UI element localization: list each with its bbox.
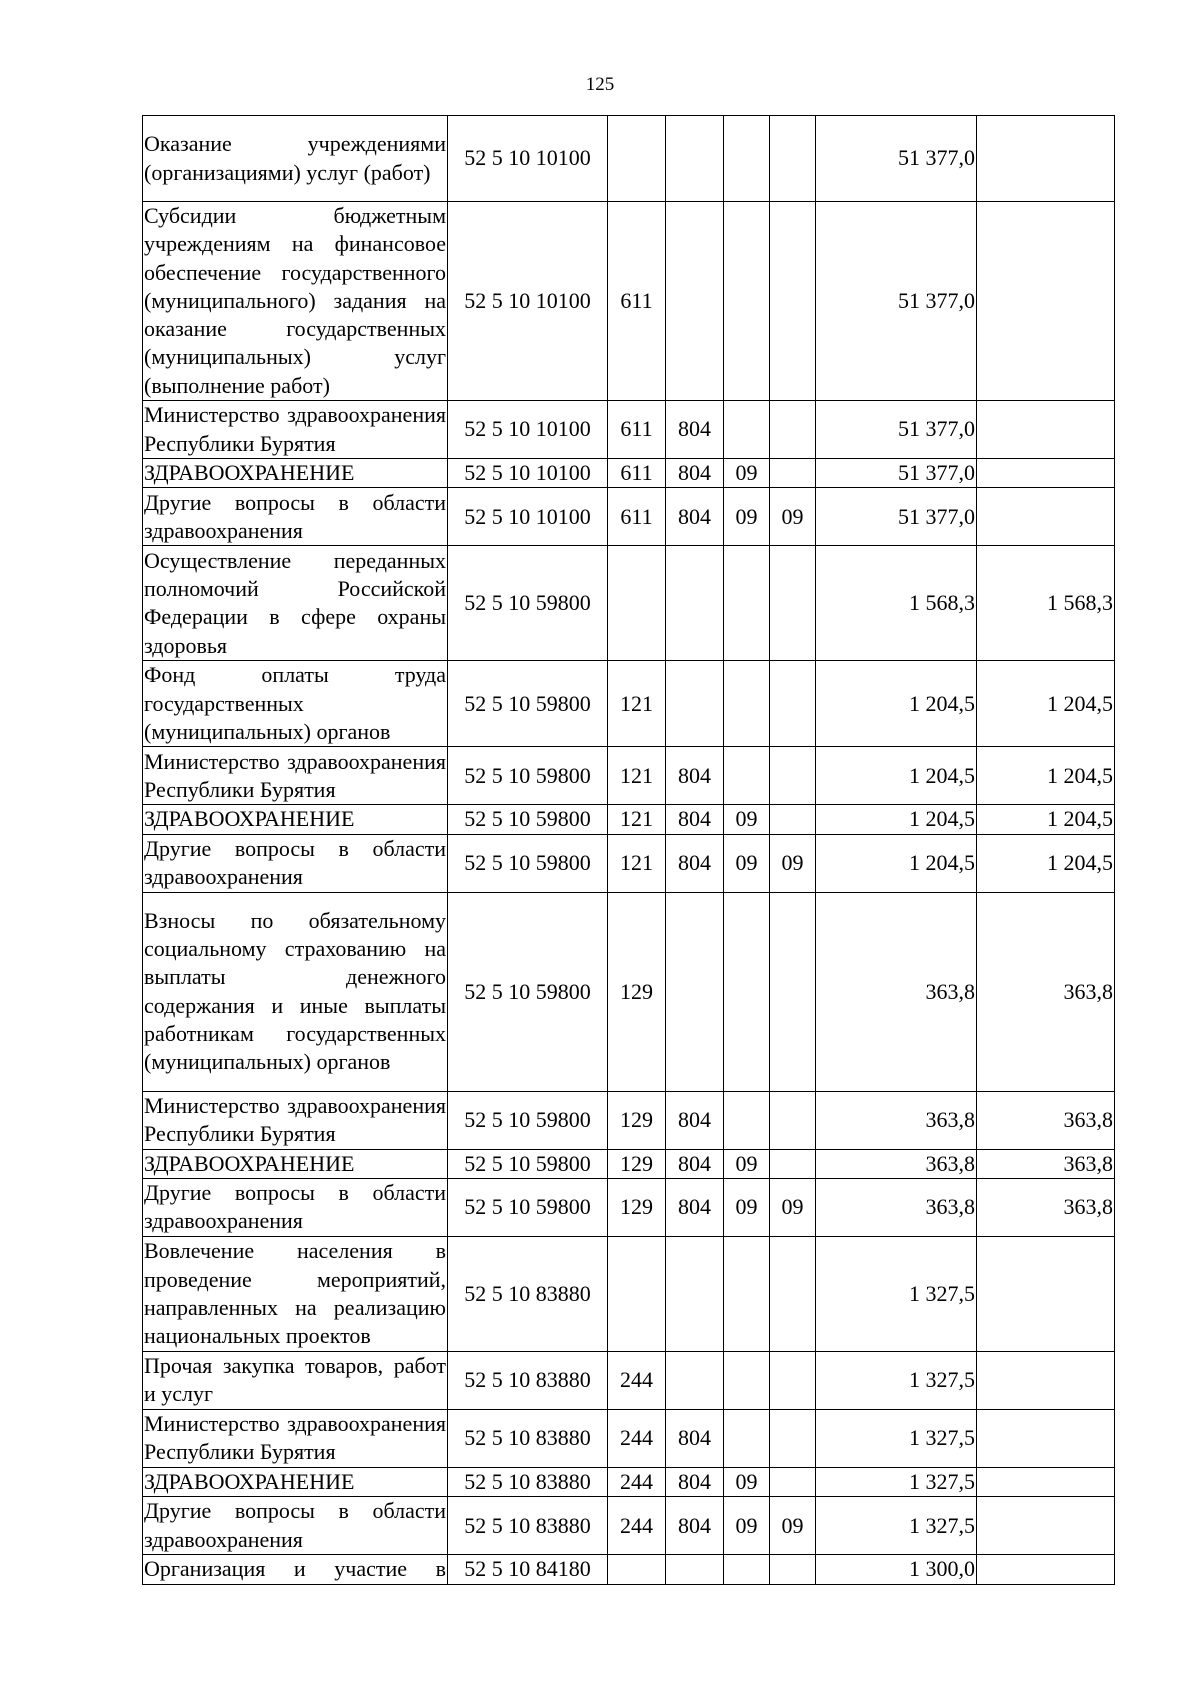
federal-amount-cell: 1 204,5 bbox=[977, 661, 1115, 747]
amount-cell: 1 204,5 bbox=[816, 747, 977, 805]
item-name-cell: Вовлечение населения в проведение мероприятий, направленных на реализацию национальных проектов bbox=[143, 1236, 448, 1351]
section-code-cell bbox=[724, 1555, 770, 1584]
section-code-cell bbox=[724, 1409, 770, 1467]
section-code-cell: 09 bbox=[724, 834, 770, 892]
federal-amount-cell bbox=[977, 1555, 1115, 1584]
item-name-cell: ЗДРАВООХРАНЕНИЕ bbox=[143, 1467, 448, 1496]
item-name-cell: Министерство здравоохранения Республики Бурятия bbox=[143, 1409, 448, 1467]
federal-amount-cell bbox=[977, 1409, 1115, 1467]
table-row bbox=[143, 747, 1115, 805]
expense-type-cell bbox=[608, 1236, 666, 1351]
ministry-code-cell bbox=[666, 1236, 724, 1351]
amount-cell: 1 327,5 bbox=[816, 1497, 977, 1555]
amount-cell: 363,8 bbox=[816, 1149, 977, 1178]
federal-amount-cell bbox=[977, 1351, 1115, 1409]
amount-cell: 1 300,0 bbox=[816, 1555, 977, 1584]
table-row bbox=[143, 892, 1115, 1091]
target-code-cell: 52 5 10 59800 bbox=[448, 546, 608, 661]
item-name-cell: Прочая закупка товаров, работ и услуг bbox=[143, 1351, 448, 1409]
ministry-code-cell: 804 bbox=[666, 805, 724, 834]
expense-type-cell: 244 bbox=[608, 1351, 666, 1409]
subsection-code-cell: 09 bbox=[770, 1178, 816, 1236]
amount-cell: 51 377,0 bbox=[816, 488, 977, 546]
expense-type-cell: 129 bbox=[608, 892, 666, 1091]
item-name-cell: Фонд оплаты труда государственных (муниципальных) органов bbox=[143, 661, 448, 747]
federal-amount-cell: 363,8 bbox=[977, 892, 1115, 1091]
amount-cell: 1 327,5 bbox=[816, 1351, 977, 1409]
expense-type-cell: 611 bbox=[608, 202, 666, 401]
section-code-cell bbox=[724, 116, 770, 202]
subsection-code-cell bbox=[770, 1236, 816, 1351]
federal-amount-cell bbox=[977, 488, 1115, 546]
target-code-cell: 52 5 10 83880 bbox=[448, 1236, 608, 1351]
amount-cell: 363,8 bbox=[816, 892, 977, 1091]
expense-type-cell: 129 bbox=[608, 1149, 666, 1178]
amount-cell: 363,8 bbox=[816, 1178, 977, 1236]
amount-cell: 1 327,5 bbox=[816, 1409, 977, 1467]
target-code-cell: 52 5 10 59800 bbox=[448, 805, 608, 834]
federal-amount-cell: 1 568,3 bbox=[977, 546, 1115, 661]
ministry-code-cell: 804 bbox=[666, 1467, 724, 1496]
table-row bbox=[143, 488, 1115, 546]
amount-cell: 51 377,0 bbox=[816, 459, 977, 488]
target-code-cell: 52 5 10 10100 bbox=[448, 488, 608, 546]
expense-type-cell: 244 bbox=[608, 1497, 666, 1555]
section-code-cell bbox=[724, 747, 770, 805]
expense-type-cell bbox=[608, 116, 666, 202]
target-code-cell: 52 5 10 84180 bbox=[448, 1555, 608, 1584]
expense-type-cell: 121 bbox=[608, 805, 666, 834]
federal-amount-cell bbox=[977, 1236, 1115, 1351]
table-row bbox=[143, 1409, 1115, 1467]
section-code-cell bbox=[724, 401, 770, 459]
item-name-cell: ЗДРАВООХРАНЕНИЕ bbox=[143, 1149, 448, 1178]
target-code-cell: 52 5 10 10100 bbox=[448, 459, 608, 488]
section-code-cell bbox=[724, 892, 770, 1091]
item-name-cell: Осуществление переданных полномочий Российской Федерации в сфере охраны здоровья bbox=[143, 546, 448, 661]
ministry-code-cell bbox=[666, 116, 724, 202]
target-code-cell: 52 5 10 59800 bbox=[448, 1149, 608, 1178]
subsection-code-cell bbox=[770, 1467, 816, 1496]
ministry-code-cell: 804 bbox=[666, 1497, 724, 1555]
federal-amount-cell bbox=[977, 202, 1115, 401]
expense-type-cell: 244 bbox=[608, 1467, 666, 1496]
ministry-code-cell: 804 bbox=[666, 401, 724, 459]
item-name-cell: Другие вопросы в области здравоохранения bbox=[143, 1178, 448, 1236]
table-row bbox=[143, 1236, 1115, 1351]
table-row bbox=[143, 459, 1115, 488]
subsection-code-cell bbox=[770, 459, 816, 488]
section-code-cell bbox=[724, 546, 770, 661]
ministry-code-cell bbox=[666, 546, 724, 661]
item-name-cell: Министерство здравоохранения Республики Бурятия bbox=[143, 747, 448, 805]
amount-cell: 1 568,3 bbox=[816, 546, 977, 661]
ministry-code-cell: 804 bbox=[666, 1091, 724, 1149]
target-code-cell: 52 5 10 59800 bbox=[448, 661, 608, 747]
expense-type-cell: 121 bbox=[608, 834, 666, 892]
ministry-code-cell: 804 bbox=[666, 1178, 724, 1236]
target-code-cell: 52 5 10 83880 bbox=[448, 1409, 608, 1467]
expense-type-cell: 611 bbox=[608, 401, 666, 459]
federal-amount-cell: 363,8 bbox=[977, 1091, 1115, 1149]
item-name-cell: Министерство здравоохранения Республики Бурятия bbox=[143, 401, 448, 459]
item-name-cell: Другие вопросы в области здравоохранения bbox=[143, 488, 448, 546]
table-row bbox=[143, 1467, 1115, 1496]
subsection-code-cell bbox=[770, 116, 816, 202]
target-code-cell: 52 5 10 10100 bbox=[448, 202, 608, 401]
expense-type-cell: 121 bbox=[608, 747, 666, 805]
federal-amount-cell: 1 204,5 bbox=[977, 834, 1115, 892]
table-row bbox=[143, 202, 1115, 401]
subsection-code-cell bbox=[770, 1091, 816, 1149]
target-code-cell: 52 5 10 83880 bbox=[448, 1497, 608, 1555]
subsection-code-cell bbox=[770, 661, 816, 747]
subsection-code-cell bbox=[770, 892, 816, 1091]
table-row bbox=[143, 1149, 1115, 1178]
federal-amount-cell bbox=[977, 1467, 1115, 1496]
amount-cell: 1 327,5 bbox=[816, 1236, 977, 1351]
expense-type-cell: 129 bbox=[608, 1091, 666, 1149]
item-name-cell: ЗДРАВООХРАНЕНИЕ bbox=[143, 459, 448, 488]
amount-cell: 51 377,0 bbox=[816, 116, 977, 202]
federal-amount-cell bbox=[977, 116, 1115, 202]
item-name-cell: Другие вопросы в области здравоохранения bbox=[143, 1497, 448, 1555]
target-code-cell: 52 5 10 59800 bbox=[448, 1091, 608, 1149]
budget-table-body bbox=[143, 116, 1115, 1585]
amount-cell: 51 377,0 bbox=[816, 401, 977, 459]
section-code-cell: 09 bbox=[724, 1497, 770, 1555]
target-code-cell: 52 5 10 10100 bbox=[448, 116, 608, 202]
section-code-cell bbox=[724, 1236, 770, 1351]
section-code-cell bbox=[724, 1091, 770, 1149]
item-name-cell: Министерство здравоохранения Республики Бурятия bbox=[143, 1091, 448, 1149]
expense-type-cell: 611 bbox=[608, 488, 666, 546]
budget-table bbox=[142, 115, 1115, 1585]
table-row bbox=[143, 1555, 1115, 1584]
subsection-code-cell bbox=[770, 546, 816, 661]
subsection-code-cell bbox=[770, 805, 816, 834]
item-name-cell: Взносы по обязательному социальному страхованию на выплаты денежного содержания и иные выплаты работникам государственных (муниципальных) органов bbox=[143, 892, 448, 1091]
section-code-cell: 09 bbox=[724, 1149, 770, 1178]
section-code-cell bbox=[724, 661, 770, 747]
section-code-cell: 09 bbox=[724, 805, 770, 834]
table-row bbox=[143, 546, 1115, 661]
federal-amount-cell: 363,8 bbox=[977, 1178, 1115, 1236]
amount-cell: 51 377,0 bbox=[816, 202, 977, 401]
ministry-code-cell bbox=[666, 1351, 724, 1409]
amount-cell: 1 204,5 bbox=[816, 834, 977, 892]
item-name-cell: Субсидии бюджетным учреждениям на финансовое обеспечение государственного (муниципального) задания на оказание государственных (муниципальных) услуг (выполнение работ) bbox=[143, 202, 448, 401]
federal-amount-cell bbox=[977, 459, 1115, 488]
section-code-cell: 09 bbox=[724, 488, 770, 546]
ministry-code-cell: 804 bbox=[666, 1149, 724, 1178]
table-row bbox=[143, 1178, 1115, 1236]
expense-type-cell: 121 bbox=[608, 661, 666, 747]
expense-type-cell: 611 bbox=[608, 459, 666, 488]
subsection-code-cell bbox=[770, 202, 816, 401]
subsection-code-cell: 09 bbox=[770, 834, 816, 892]
ministry-code-cell: 804 bbox=[666, 747, 724, 805]
item-name-cell: Организация и участие в bbox=[143, 1555, 448, 1584]
table-row bbox=[143, 1091, 1115, 1149]
subsection-code-cell bbox=[770, 1555, 816, 1584]
table-row bbox=[143, 116, 1115, 202]
table-row bbox=[143, 661, 1115, 747]
target-code-cell: 52 5 10 59800 bbox=[448, 834, 608, 892]
target-code-cell: 52 5 10 59800 bbox=[448, 1178, 608, 1236]
ministry-code-cell: 804 bbox=[666, 459, 724, 488]
subsection-code-cell: 09 bbox=[770, 488, 816, 546]
ministry-code-cell bbox=[666, 661, 724, 747]
federal-amount-cell bbox=[977, 401, 1115, 459]
subsection-code-cell bbox=[770, 401, 816, 459]
ministry-code-cell: 804 bbox=[666, 834, 724, 892]
subsection-code-cell bbox=[770, 1149, 816, 1178]
subsection-code-cell: 09 bbox=[770, 1497, 816, 1555]
subsection-code-cell bbox=[770, 1351, 816, 1409]
target-code-cell: 52 5 10 83880 bbox=[448, 1351, 608, 1409]
target-code-cell: 52 5 10 83880 bbox=[448, 1467, 608, 1496]
ministry-code-cell bbox=[666, 1555, 724, 1584]
ministry-code-cell: 804 bbox=[666, 1409, 724, 1467]
federal-amount-cell: 363,8 bbox=[977, 1149, 1115, 1178]
target-code-cell: 52 5 10 10100 bbox=[448, 401, 608, 459]
table-row bbox=[143, 1351, 1115, 1409]
target-code-cell: 52 5 10 59800 bbox=[448, 892, 608, 1091]
item-name-cell: Другие вопросы в области здравоохранения bbox=[143, 834, 448, 892]
subsection-code-cell bbox=[770, 747, 816, 805]
section-code-cell bbox=[724, 1351, 770, 1409]
table-row bbox=[143, 1497, 1115, 1555]
section-code-cell: 09 bbox=[724, 459, 770, 488]
amount-cell: 1 327,5 bbox=[816, 1467, 977, 1496]
table-row bbox=[143, 834, 1115, 892]
table-row bbox=[143, 401, 1115, 459]
ministry-code-cell bbox=[666, 202, 724, 401]
federal-amount-cell: 1 204,5 bbox=[977, 805, 1115, 834]
expense-type-cell: 129 bbox=[608, 1178, 666, 1236]
expense-type-cell: 244 bbox=[608, 1409, 666, 1467]
federal-amount-cell bbox=[977, 1497, 1115, 1555]
section-code-cell: 09 bbox=[724, 1178, 770, 1236]
item-name-cell: ЗДРАВООХРАНЕНИЕ bbox=[143, 805, 448, 834]
table-row bbox=[143, 805, 1115, 834]
amount-cell: 1 204,5 bbox=[816, 661, 977, 747]
expense-type-cell bbox=[608, 1555, 666, 1584]
item-name-cell: Оказание учреждениями (организациями) услуг (работ) bbox=[143, 116, 448, 202]
expense-type-cell bbox=[608, 546, 666, 661]
amount-cell: 1 204,5 bbox=[816, 805, 977, 834]
target-code-cell: 52 5 10 59800 bbox=[448, 747, 608, 805]
ministry-code-cell: 804 bbox=[666, 488, 724, 546]
federal-amount-cell: 1 204,5 bbox=[977, 747, 1115, 805]
subsection-code-cell bbox=[770, 1409, 816, 1467]
section-code-cell bbox=[724, 202, 770, 401]
page-number: 125 bbox=[585, 74, 615, 95]
section-code-cell: 09 bbox=[724, 1467, 770, 1496]
ministry-code-cell bbox=[666, 892, 724, 1091]
amount-cell: 363,8 bbox=[816, 1091, 977, 1149]
